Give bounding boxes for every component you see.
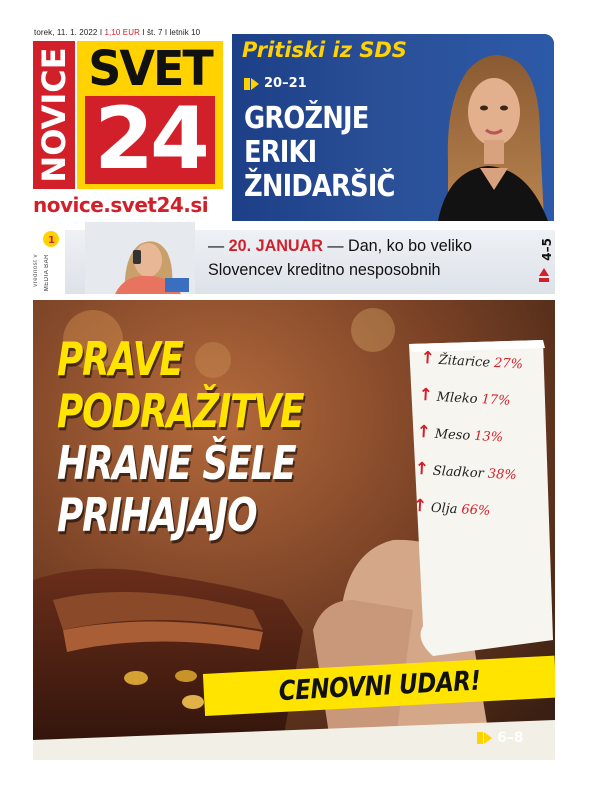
receipt-list [411, 348, 551, 540]
teaser-topic: Pritiski iz SDS [242, 38, 407, 62]
receipt-item-pct: 27% [493, 355, 524, 373]
page-arrow-icon [477, 732, 492, 744]
logo-svet-word: SVET [88, 39, 212, 97]
sponsor-name: MEDIA BAR [44, 254, 50, 292]
price-up-icon: ↑ [412, 495, 428, 517]
receipt-item-name: Sladkor [432, 463, 485, 482]
receipt-item-pct: 38% [487, 466, 518, 484]
teaser-headline-line-3: ŽNIDARŠIČ [244, 169, 395, 204]
teaser-story[interactable] [232, 34, 554, 221]
masthead-logo[interactable] [33, 41, 223, 221]
main-story[interactable] [33, 300, 555, 760]
teaser-page-ref [244, 76, 307, 91]
banner-pages: 4–5 [540, 238, 554, 261]
banner-dash-close: — [327, 236, 344, 255]
issue-number: št. 7 I letnik 10 [146, 28, 201, 37]
banner-dash-open: — [208, 236, 225, 255]
logo-novice-word: NOVICE [35, 47, 73, 183]
hero-pages: 6–8 [497, 730, 524, 746]
cta-text: CENOVNI UDAR! [278, 665, 482, 707]
teaser-headline-line-1: GROŽNJE [244, 101, 369, 136]
woman-on-phone-photo [85, 222, 195, 294]
banner-line1-rest: Dan, ko bo veliko [348, 236, 472, 255]
svg-text:1: 1 [48, 235, 55, 246]
hero-headline-line-4: PRIHAJAJO [57, 488, 257, 542]
teaser-headline-line-2: ERIKI [244, 135, 317, 170]
teaser-pages: 20–21 [264, 76, 307, 91]
issue-price: 1,10 EUR [104, 28, 140, 37]
receipt-item-name: Mleko [436, 389, 478, 408]
receipt-item-pct: 17% [481, 392, 511, 409]
receipt-item-name: Meso [434, 426, 471, 444]
price-up-icon: ↑ [414, 458, 430, 480]
banner-date: 20. JANUAR [228, 236, 323, 255]
banner-line-2: Slovencev kreditno nesposobnih [208, 260, 441, 279]
price-up-icon: ↑ [419, 348, 436, 369]
hero-headline-line-1: PRAVE [57, 332, 183, 386]
logo-number: 24 [94, 89, 206, 189]
site-url-link[interactable]: novice.svet24.si [33, 193, 209, 217]
dateline: torek, 11. 1. 2022 I 1,10 EUR I št. 7 I letnik 10 [34, 28, 201, 37]
woman-portrait-photo [428, 40, 554, 221]
price-up-icon: ↑ [416, 421, 432, 443]
credit-banner[interactable] [65, 230, 555, 294]
hero-headline-line-2: PODRAŽITVE [57, 384, 304, 438]
receipt-item-name: Žitarice [438, 352, 491, 371]
receipt-item-pct: 66% [461, 502, 491, 519]
receipt-item-name: Olja [430, 500, 458, 518]
receipt-item [411, 496, 543, 540]
hero-page-ref [477, 730, 523, 746]
issue-date: torek, 11. 1. 2022 [34, 28, 98, 37]
banner-line-1 [208, 236, 472, 256]
price-up-icon: ↑ [418, 384, 434, 406]
sponsor-label: vrednost v [33, 254, 39, 287]
hero-headline-line-3: HRANE ŠELE [57, 436, 296, 490]
page-arrow-icon [244, 78, 259, 90]
receipt-item-pct: 13% [473, 428, 504, 446]
